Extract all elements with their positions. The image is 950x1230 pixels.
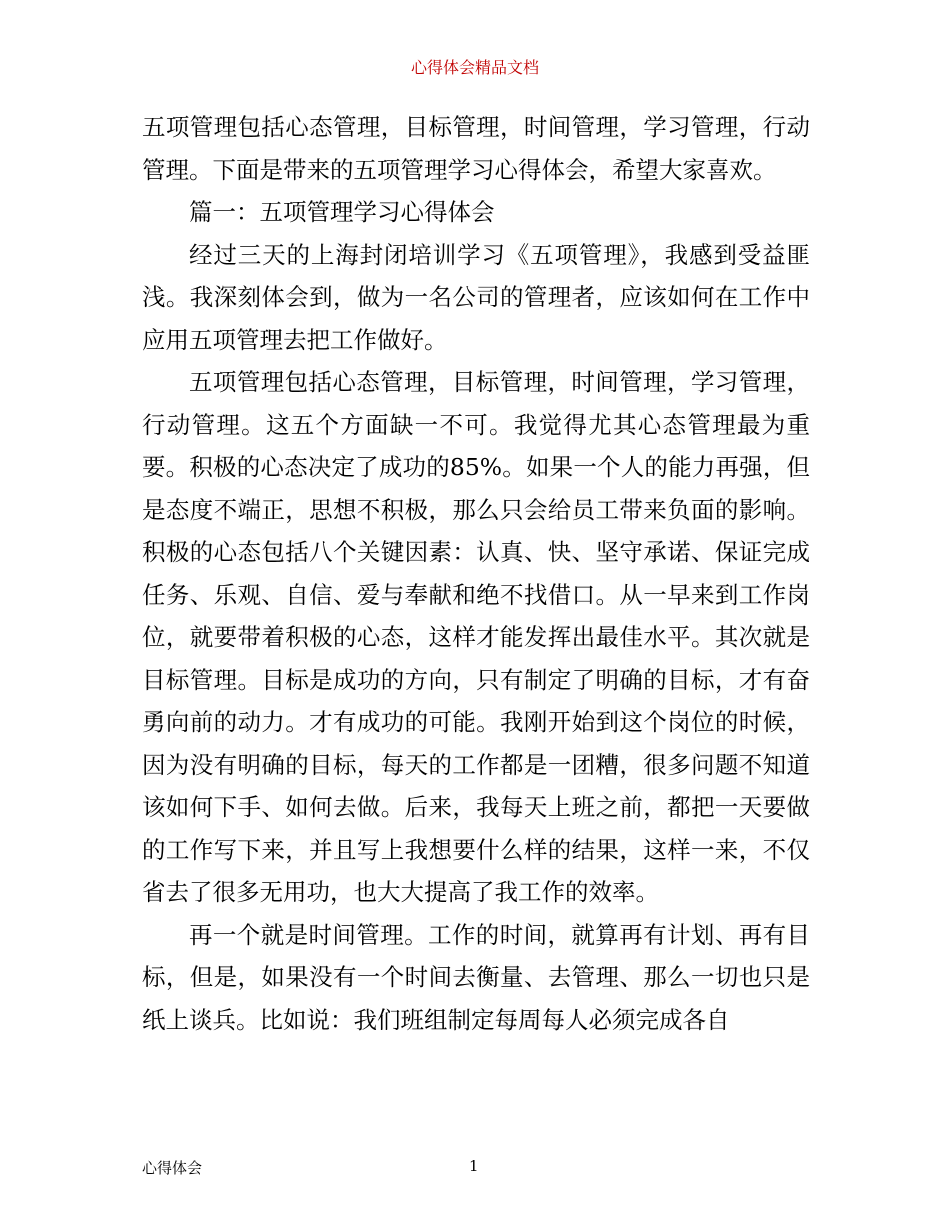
paragraph: 经过三天的上海封闭培训学习《五项管理》，我感到受益匪浅。我深刻体会到，做为一名公司的管理者，应该如何在工作中应用五项管理去把工作做好。 (142, 240, 810, 354)
footer-label: 心得体会 (142, 1159, 203, 1177)
document-body (142, 106, 810, 1041)
page-number: 1 (469, 1157, 479, 1175)
paragraph: 五项管理包括心态管理，目标管理，时间管理，学习管理，行动管理。这五个方面缺一不可。我觉得尤其心态管理最为重要。积极的心态决定了成功的85%。如果一个人的能力再强，但是态度不端正，思想不积极，那么只会给员工带来负面的影响。积极的心态包括八个关键因素：认真、快、坚守承诺、保证完成任务、乐观、自信、爱与奉献和绝不找借口。从一早来到工作岗位，就要带着积极的心态，这样才能发挥出最佳水平。其次就是目标管理。目标是成功的方向，只有制定了明确的目标，才有奋勇向前的动力。才有成功的可能。我刚开始到这个岗位的时候，因为没有明确的目标，每天的工作都是一团糟，很多问题不知道该如何下手、如何去做。后来，我每天上班之前，都把一天要做的工作写下来，并且写上我想要什么样的结果，这样一来，不仅省去了很多无用功，也大大提高了我工作的效率。 (142, 368, 810, 906)
page-header: 心得体会精品文档 (410, 58, 539, 77)
paragraph: 再一个就是时间管理。工作的时间，就算再有计划、再有目标，但是，如果没有一个时间去衡量、去管理、那么一切也只是纸上谈兵。比如说：我们班组制定每周每人必须完成各自 (142, 920, 810, 1034)
intro-paragraph: 五项管理包括心态管理，目标管理，时间管理，学习管理，行动管理。下面是带来的五项管理学习心得体会，希望大家喜欢。 (142, 113, 810, 184)
section-heading: 篇一：五项管理学习心得体会 (189, 198, 495, 226)
